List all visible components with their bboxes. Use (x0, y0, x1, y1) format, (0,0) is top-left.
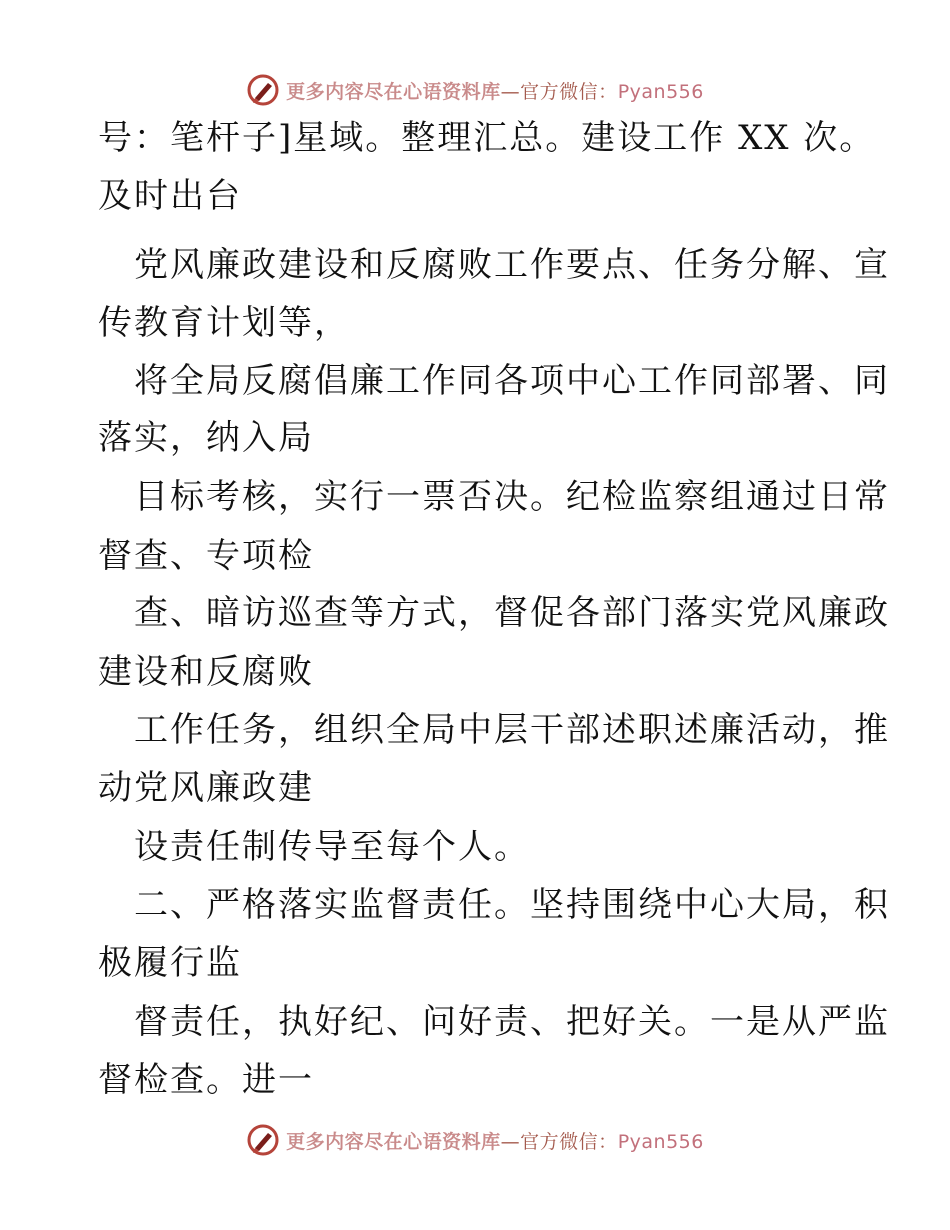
pen-logo-icon (246, 1123, 280, 1157)
text-line: 动党风廉政建 (98, 768, 314, 808)
text-line: 将全局反腐倡廉工作同各项中心工作同部署、同 (134, 361, 890, 401)
watermark-wechat-id: Pyan556 (617, 1130, 704, 1153)
text-line: 督责任，执好纪、问好责、把好关。一是从严监 (134, 1002, 890, 1042)
text-line: 目标考核，实行一票否决。纪检监察组通过日常 (134, 477, 890, 517)
text-line: 落实，纳入局 (98, 418, 314, 458)
pen-logo-icon (246, 73, 280, 107)
text-line: 及时出台 (98, 176, 242, 216)
watermark-wechat-label: —官方微信： (500, 80, 618, 103)
text-line: 号：笔杆子]星域。整理汇总。建设工作 XX 次。 (98, 118, 876, 158)
text-line: 极履行监 (98, 943, 242, 983)
header-watermark (0, 70, 950, 110)
text-line: 查、暗访巡查等方式，督促各部门落实党风廉政 (134, 593, 890, 633)
footer-watermark (0, 1120, 950, 1160)
text-line: 设责任制传导至每个人。 (134, 827, 530, 867)
watermark-text (286, 77, 704, 104)
text-line: 督检查。进一 (98, 1060, 314, 1100)
watermark-site-name: 更多内容尽在心语资料库 (286, 1130, 501, 1153)
watermark-text (286, 1127, 704, 1154)
watermark-wechat-id: Pyan556 (617, 80, 704, 103)
text-line: 传教育计划等， (98, 303, 350, 343)
text-line: 党风廉政建设和反腐败工作要点、任务分解、宣 (134, 245, 890, 285)
text-line: 督查、专项检 (98, 536, 314, 576)
watermark-wechat-label: —官方微信： (500, 1130, 618, 1153)
text-line: 二、严格落实监督责任。坚持围绕中心大局，积 (134, 885, 890, 925)
text-line: 建设和反腐败 (98, 652, 314, 692)
watermark-site-name: 更多内容尽在心语资料库 (286, 80, 501, 103)
text-line: 工作任务，组织全局中层干部述职述廉活动，推 (134, 710, 890, 750)
